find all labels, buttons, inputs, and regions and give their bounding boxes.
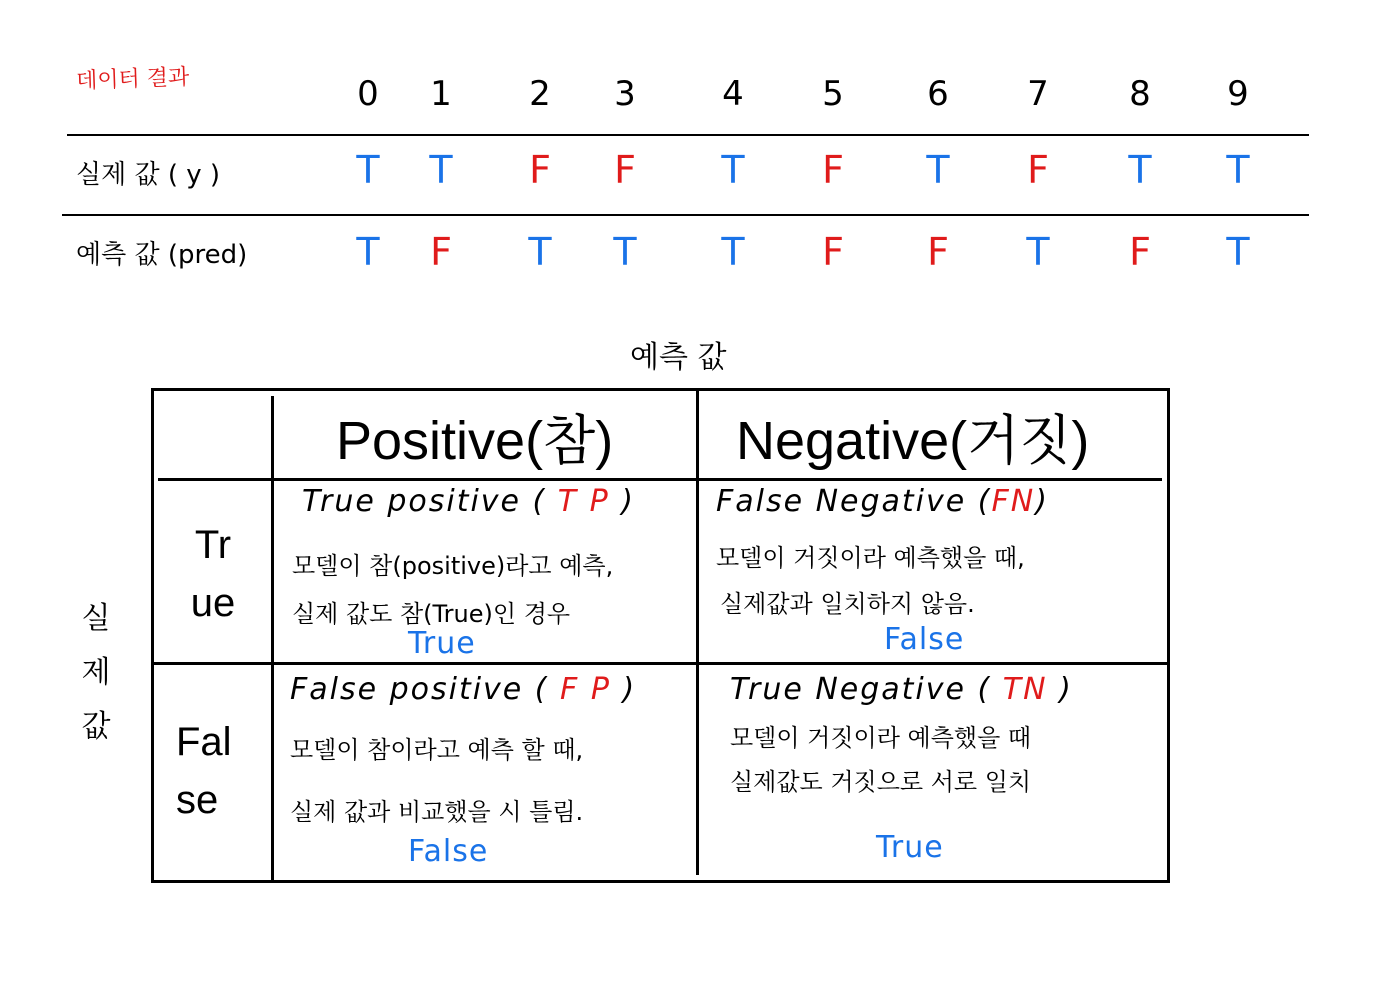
index-cell-5: 5 — [822, 74, 844, 114]
index-cell-2: 2 — [529, 74, 551, 114]
fp-title-suffix: ) — [610, 672, 637, 707]
actual-cell-1: T — [429, 148, 453, 192]
fn-title — [716, 484, 1049, 519]
index-cell-1: 1 — [430, 74, 452, 114]
col-header-negative: Negative(거짓) — [736, 411, 1090, 471]
index-cell-0: 0 — [357, 74, 379, 114]
actual-cell-6: T — [926, 148, 950, 192]
fp-verdict: False — [408, 834, 489, 869]
tn-line-2: 실제값도 거짓으로 서로 일치 — [730, 768, 1032, 796]
fp-line-2: 실제 값과 비교했을 시 틀림. — [290, 798, 584, 826]
fn-line-1: 모델이 거짓이라 예측했을 때, — [716, 544, 1025, 572]
tn-title — [730, 672, 1073, 707]
fp-title — [290, 672, 636, 707]
tp-line-1: 모델이 참(positive)라고 예측, — [292, 552, 614, 580]
actual-cell-7: F — [1027, 148, 1049, 192]
fp-abbr: F P — [560, 672, 611, 707]
col-header-positive: Positive(참) — [336, 411, 614, 471]
tp-title-text: True positive ( — [302, 484, 558, 519]
fn-line-2: 실제값과 일치하지 않음. — [720, 590, 975, 618]
actual-axis-char: 값 — [81, 709, 111, 744]
fn-title-text: False Negative ( — [716, 484, 992, 519]
actual-cell-3: F — [614, 148, 636, 192]
actual-cell-5: F — [822, 148, 844, 192]
index-cell-9: 9 — [1227, 74, 1249, 114]
tp-verdict: True — [408, 626, 476, 661]
matrix-vline-2 — [696, 391, 699, 875]
tp-line-2: 실제 값도 참(True)인 경우 — [292, 600, 571, 628]
pred-cell-0: T — [356, 230, 380, 274]
pred-cell-4: T — [721, 230, 745, 274]
tn-verdict: True — [876, 830, 944, 865]
actual-axis-char: 제 — [81, 655, 111, 690]
pred-cell-7: T — [1026, 230, 1050, 274]
index-cell-4: 4 — [722, 74, 744, 114]
tn-title-text: True Negative ( — [730, 672, 1003, 707]
tp-title-suffix: ) — [609, 484, 635, 519]
tn-abbr: TN — [1002, 672, 1048, 707]
index-cell-7: 7 — [1027, 74, 1049, 114]
fp-line-1: 모델이 참이라고 예측 할 때, — [290, 736, 584, 764]
tn-title-suffix: ) — [1047, 672, 1073, 707]
fn-abbr: FN — [991, 484, 1036, 519]
row-header-false-line: se — [176, 778, 219, 822]
row-header-true — [168, 516, 258, 632]
index-cell-6: 6 — [927, 74, 949, 114]
pred-cell-1: F — [430, 230, 452, 274]
data-result-label: 데이터 결과 — [75, 65, 190, 94]
tp-title — [302, 484, 635, 519]
tn-line-1: 모델이 거짓이라 예측했을 때 — [730, 724, 1032, 752]
actual-axis-title — [76, 592, 116, 754]
pred-cell-2: T — [528, 230, 552, 274]
actual-row-label: 실제 값 ( y ) — [76, 160, 221, 190]
actual-cell-9: T — [1226, 148, 1250, 192]
row-header-true-line: ue — [190, 581, 236, 625]
index-cell-3: 3 — [614, 74, 636, 114]
fn-verdict: False — [884, 622, 965, 657]
matrix-hline-header — [158, 478, 1162, 481]
actual-cell-4: T — [721, 148, 745, 192]
pred-row-label: 예측 값 (pred) — [76, 240, 248, 270]
fp-title-text: False positive ( — [290, 672, 561, 707]
matrix-hline-mid — [153, 662, 1169, 665]
fn-title-suffix: ) — [1035, 484, 1049, 519]
actual-cell-2: F — [529, 148, 551, 192]
actual-cell-8: T — [1128, 148, 1152, 192]
pred-cell-3: T — [613, 230, 637, 274]
pred-cell-9: T — [1226, 230, 1250, 274]
divider-middle — [62, 214, 1309, 216]
pred-cell-5: F — [822, 230, 844, 274]
pred-cell-6: F — [927, 230, 949, 274]
actual-cell-0: T — [356, 148, 380, 192]
row-header-true-line: Tr — [194, 523, 232, 567]
predicted-axis-title: 예측 값 — [630, 340, 727, 375]
index-cell-8: 8 — [1129, 74, 1151, 114]
actual-axis-char: 실 — [81, 601, 111, 636]
row-header-false — [158, 713, 276, 829]
pred-cell-8: F — [1129, 230, 1151, 274]
divider-top — [67, 134, 1309, 136]
tp-abbr: T P — [557, 484, 610, 519]
row-header-false-line: Fal — [176, 720, 232, 764]
